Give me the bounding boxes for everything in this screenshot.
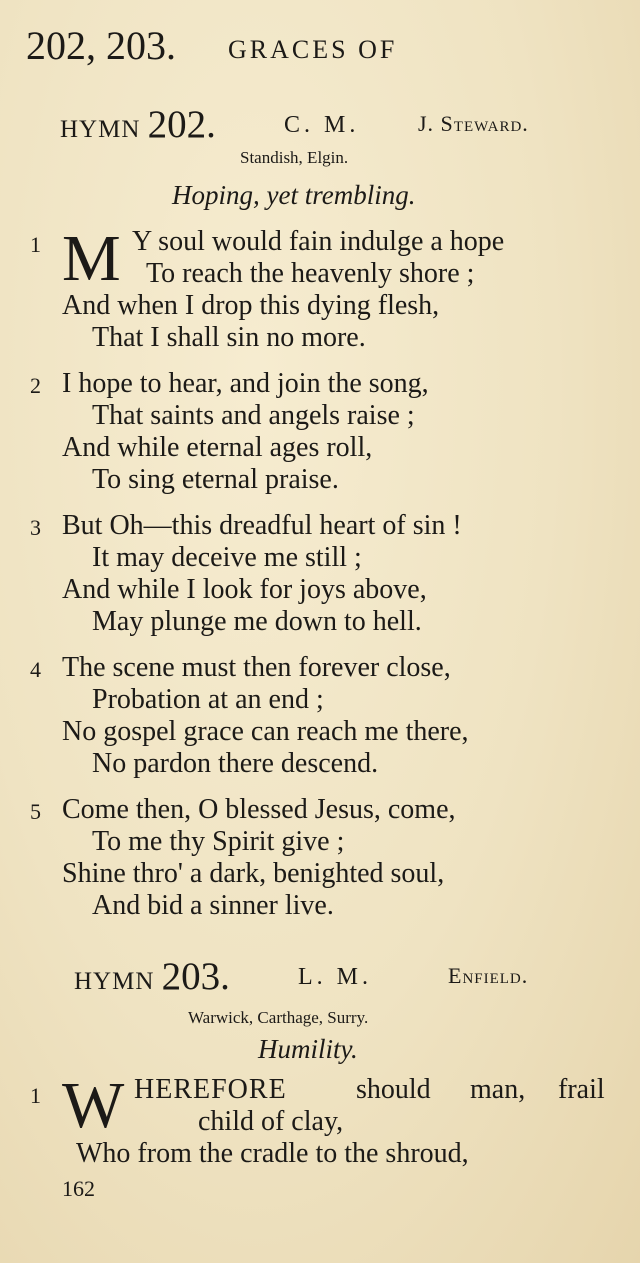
hymn-202-author: J. Steward. — [418, 111, 529, 136]
verse-line: That saints and angels raise ; — [92, 400, 415, 431]
hymn-203-tunes: Warwick, Carthage, Surry. — [188, 1008, 369, 1027]
hymn-number: 203. — [161, 955, 230, 998]
hymn-label: HYMN — [60, 116, 141, 143]
hymn-203-author: Enfield. — [448, 963, 529, 988]
verse-line: May plunge me down to hell. — [92, 606, 422, 637]
verse-number: 2 — [30, 373, 41, 398]
verse-line: That I shall sin no more. — [92, 322, 366, 353]
verse-line-caps: HEREFORE — [134, 1074, 287, 1105]
verse-line: No gospel grace can reach me there, — [62, 716, 469, 747]
hymn-number: 202. — [147, 103, 216, 146]
hymn-202-meter: C. M. — [284, 112, 360, 138]
verse-line: To reach the heavenly shore ; — [146, 258, 475, 289]
verse-line: No pardon there descend. — [92, 748, 379, 779]
verse-line: Y soul would fain indulge a hope — [132, 226, 505, 257]
verse-line: And bid a sinner live. — [92, 890, 334, 921]
verse-line: man, — [470, 1074, 526, 1105]
verse-line: Who from the cradle to the shroud, — [76, 1138, 469, 1169]
verse-line: And when I drop this dying flesh, — [62, 290, 440, 321]
verse-line: To me thy Spirit give ; — [92, 826, 345, 857]
verse-number: 1 — [30, 232, 41, 257]
verse-number: 3 — [30, 515, 41, 540]
verse-number: 4 — [30, 657, 41, 682]
verse-line: And while I look for joys above, — [62, 574, 427, 605]
verse-line: To sing eternal praise. — [92, 464, 339, 495]
hymn-203-subject: Humility. — [258, 1034, 358, 1064]
verse-line: It may deceive me still ; — [92, 542, 362, 573]
hymn-202-heading — [60, 102, 216, 147]
verse-line: Shine thro' a dark, benighted soul, — [62, 858, 445, 889]
verse-line: The scene must then forever close, — [62, 652, 451, 683]
hymn-203-meter: L. M. — [298, 964, 372, 990]
running-header-numbers: 202, 203. — [26, 23, 176, 68]
page-number: 162 — [62, 1176, 95, 1201]
hymn-202-tunes: Standish, Elgin. — [240, 148, 349, 167]
verse-number: 1 — [30, 1083, 41, 1108]
hymn-203-heading — [74, 954, 230, 999]
verse-line: frail — [558, 1074, 605, 1105]
verse-line: Probation at an end ; — [92, 684, 324, 715]
hymn-202-subject: Hoping, yet trembling. — [172, 180, 416, 210]
verse-line: I hope to hear, and join the song, — [62, 368, 429, 399]
verse-line: child of clay, — [198, 1106, 344, 1137]
running-header-title: GRACES OF — [228, 35, 398, 64]
verse-number: 5 — [30, 799, 41, 824]
drop-cap: W — [62, 1069, 125, 1142]
verse-line: Come then, O blessed Jesus, come, — [62, 794, 456, 825]
verse-line: But Oh—this dreadful heart of sin ! — [62, 510, 462, 541]
hymn-label: HYMN — [74, 968, 155, 995]
verse-line: should — [356, 1074, 431, 1105]
verse-line: And while eternal ages roll, — [62, 432, 373, 463]
drop-cap: M — [62, 222, 121, 295]
